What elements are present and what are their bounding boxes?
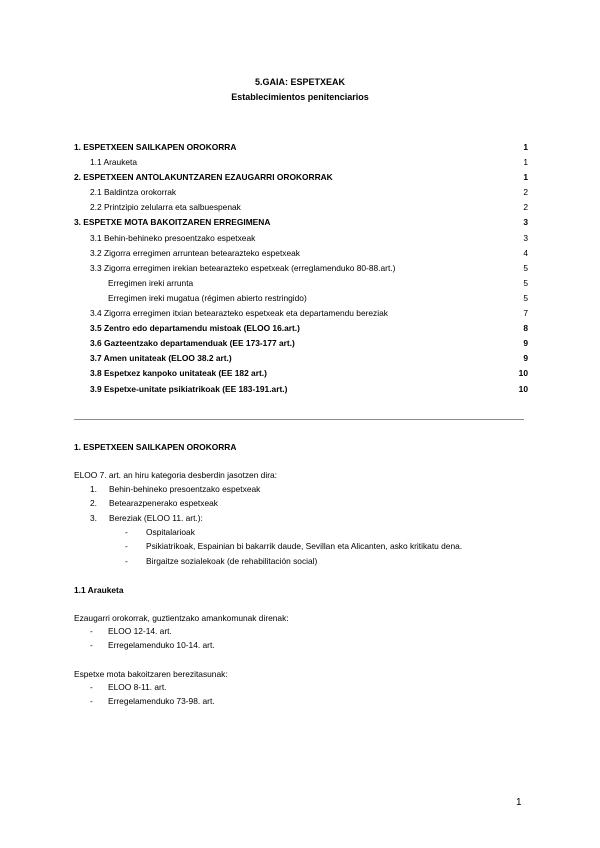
special-types-list — [125, 525, 462, 568]
list-item — [90, 694, 215, 708]
list-item-text: Ospitalarioak — [146, 527, 195, 537]
list-item — [90, 624, 215, 638]
intro-paragraph: ELOO 7. art. an hiru kategoria desberdin jasotzen dira: — [74, 470, 277, 480]
toc-entry-text: 1.1 Arauketa — [90, 157, 138, 168]
toc-entry-text: 2.1 Baldintza orokorrak — [90, 187, 177, 198]
toc-entry-text: 3.2 Zigorra erregimen arruntean betearazteko espetxeak — [90, 247, 300, 258]
common-features-list — [90, 624, 215, 653]
list-dash: - — [125, 555, 128, 566]
toc-entry[interactable] — [74, 276, 528, 291]
toc-entry-text: 3.4 Zigorra erregimen itxian betearazteko espetxeak eta departamendu bereziak — [90, 308, 388, 319]
list-number: 3. — [90, 512, 97, 523]
toc-entry-text: 3.1 Behin-behineko presoentzako espetxeak — [90, 232, 256, 243]
list-dash: - — [90, 626, 93, 636]
list-dash: - — [90, 682, 93, 692]
toc-entry[interactable] — [74, 215, 528, 230]
toc-entry-text: 1. ESPETXEEN SAILKAPEN OROKORRA — [74, 142, 237, 152]
toc-entry-page: 1 — [523, 157, 528, 168]
toc-entry[interactable] — [74, 321, 528, 336]
list-item-text: Erregelamenduko 73-98. art. — [108, 696, 215, 707]
section-heading: 1. ESPETXEEN SAILKAPEN OROKORRA — [74, 442, 237, 452]
common-features-paragraph: Ezaugarri orokorrak, guztientzako amankomunak direnak: — [74, 613, 289, 623]
toc-entry-page: 3 — [523, 232, 528, 243]
subsection-heading: 1.1 Arauketa — [74, 585, 124, 595]
list-dash: - — [90, 640, 93, 651]
toc-entry[interactable] — [74, 185, 528, 200]
list-item — [125, 525, 462, 539]
toc-entry-page: 5 — [523, 277, 528, 288]
toc-entry-page: 7 — [523, 308, 528, 319]
toc-entry[interactable] — [74, 351, 528, 366]
list-item-text: ELOO 12-14. art. — [108, 626, 172, 636]
list-item-text: ELOO 8-11. art. — [108, 682, 167, 692]
toc-entry[interactable] — [74, 170, 528, 185]
page-title: 5.GAIA: ESPETXEAK — [254, 77, 346, 87]
toc-entry[interactable] — [74, 155, 528, 170]
specific-features-list — [90, 680, 215, 709]
toc-entry-text: 3.7 Amen unitateak (ELOO 38.2 art.) — [90, 353, 232, 364]
list-dash: - — [90, 696, 93, 707]
toc-entry[interactable] — [74, 336, 528, 351]
list-item — [125, 539, 462, 553]
toc-entry-page: 5 — [523, 262, 528, 273]
list-item-text: Bereziak (ELOO 11. art.): — [109, 512, 203, 523]
toc-entry-page: 4 — [523, 247, 528, 258]
toc-entry-text: 3.6 Gazteentzako departamenduak (EE 173-177 art.) — [90, 338, 295, 349]
toc-entry-page: 1 — [523, 172, 528, 183]
list-number: 1. — [90, 484, 97, 494]
toc-entry-page: 1 — [523, 142, 528, 152]
toc-entry-page: 8 — [523, 323, 528, 334]
toc-entry-page: 2 — [523, 187, 528, 198]
list-dash: - — [125, 527, 128, 537]
toc-entry-page: 9 — [523, 353, 528, 364]
toc-entry[interactable] — [74, 382, 528, 397]
list-item — [90, 680, 215, 694]
list-item-text: Erregelamenduko 10-14. art. — [108, 640, 215, 651]
toc-entry-text: 3. ESPETXE MOTA BAKOITZAREN ERREGIMENA — [74, 217, 271, 228]
toc-entry-page: 10 — [518, 383, 528, 394]
toc-entry[interactable] — [74, 366, 528, 381]
toc-entry-text: 3.3 Zigorra erregimen irekian betearazteko espetxeak (erreglamenduko 80-88.art.) — [90, 262, 396, 273]
list-item — [90, 638, 215, 652]
specific-features-paragraph: Espetxe mota bakoitzaren berezitasunak: — [74, 669, 228, 679]
page-subtitle: Establecimientos penitenciarios — [231, 92, 369, 102]
toc-entry[interactable] — [74, 246, 528, 261]
toc-entry-page: 3 — [523, 217, 528, 228]
toc-entry-text: 3.5 Zentro edo departamendu mistoak (ELOO 16.art.) — [90, 323, 300, 334]
list-item — [90, 511, 260, 525]
toc-entry[interactable] — [74, 200, 528, 215]
list-item — [90, 496, 260, 510]
list-item-text: Betearazpenerako espetxeak — [109, 498, 218, 509]
toc-entry[interactable] — [74, 231, 528, 246]
toc-entry-page: 10 — [518, 368, 528, 379]
toc-entry-text: Erregimen ireki mugatua (régimen abierto restringido) — [108, 292, 307, 303]
toc-entry[interactable] — [74, 306, 528, 321]
category-list — [90, 482, 260, 525]
list-item-text: Behin-behineko presoentzako espetxeak — [109, 484, 261, 494]
toc-entry-text: 3.9 Espetxe-unitate psikiatrikoak (EE 183-191.art.) — [90, 383, 288, 394]
table-of-contents — [74, 140, 528, 397]
list-dash: - — [125, 541, 128, 552]
toc-entry[interactable] — [74, 140, 528, 155]
list-number: 2. — [90, 498, 97, 509]
toc-entry-text: Erregimen ireki arrunta — [108, 277, 194, 288]
list-item — [90, 482, 260, 496]
toc-entry-page: 5 — [523, 292, 528, 303]
toc-entry-page: 2 — [523, 202, 528, 213]
toc-entry-text: 2. ESPETXEEN ANTOLAKUNTZAREN EZAUGARRI OROKORRAK — [74, 172, 333, 183]
page-number: 1 — [516, 797, 522, 808]
toc-entry[interactable] — [74, 291, 528, 306]
toc-entry[interactable] — [74, 261, 528, 276]
list-item-text: Psikiatrikoak, Espainian bi bakarrik daude, Sevillan eta Alicanten, asko kritikatu dena. — [146, 541, 463, 552]
list-item-text: Birgaitze sozialekoak (de rehabilitación social) — [146, 555, 318, 566]
section-divider — [74, 419, 524, 420]
list-item — [125, 554, 462, 568]
toc-entry-page: 9 — [523, 338, 528, 349]
toc-entry-text: 2.2 Printzipio zelularra eta salbuespenak — [90, 202, 241, 213]
toc-entry-text: 3.8 Espetxez kanpoko unitateak (EE 182 art.) — [90, 368, 267, 379]
